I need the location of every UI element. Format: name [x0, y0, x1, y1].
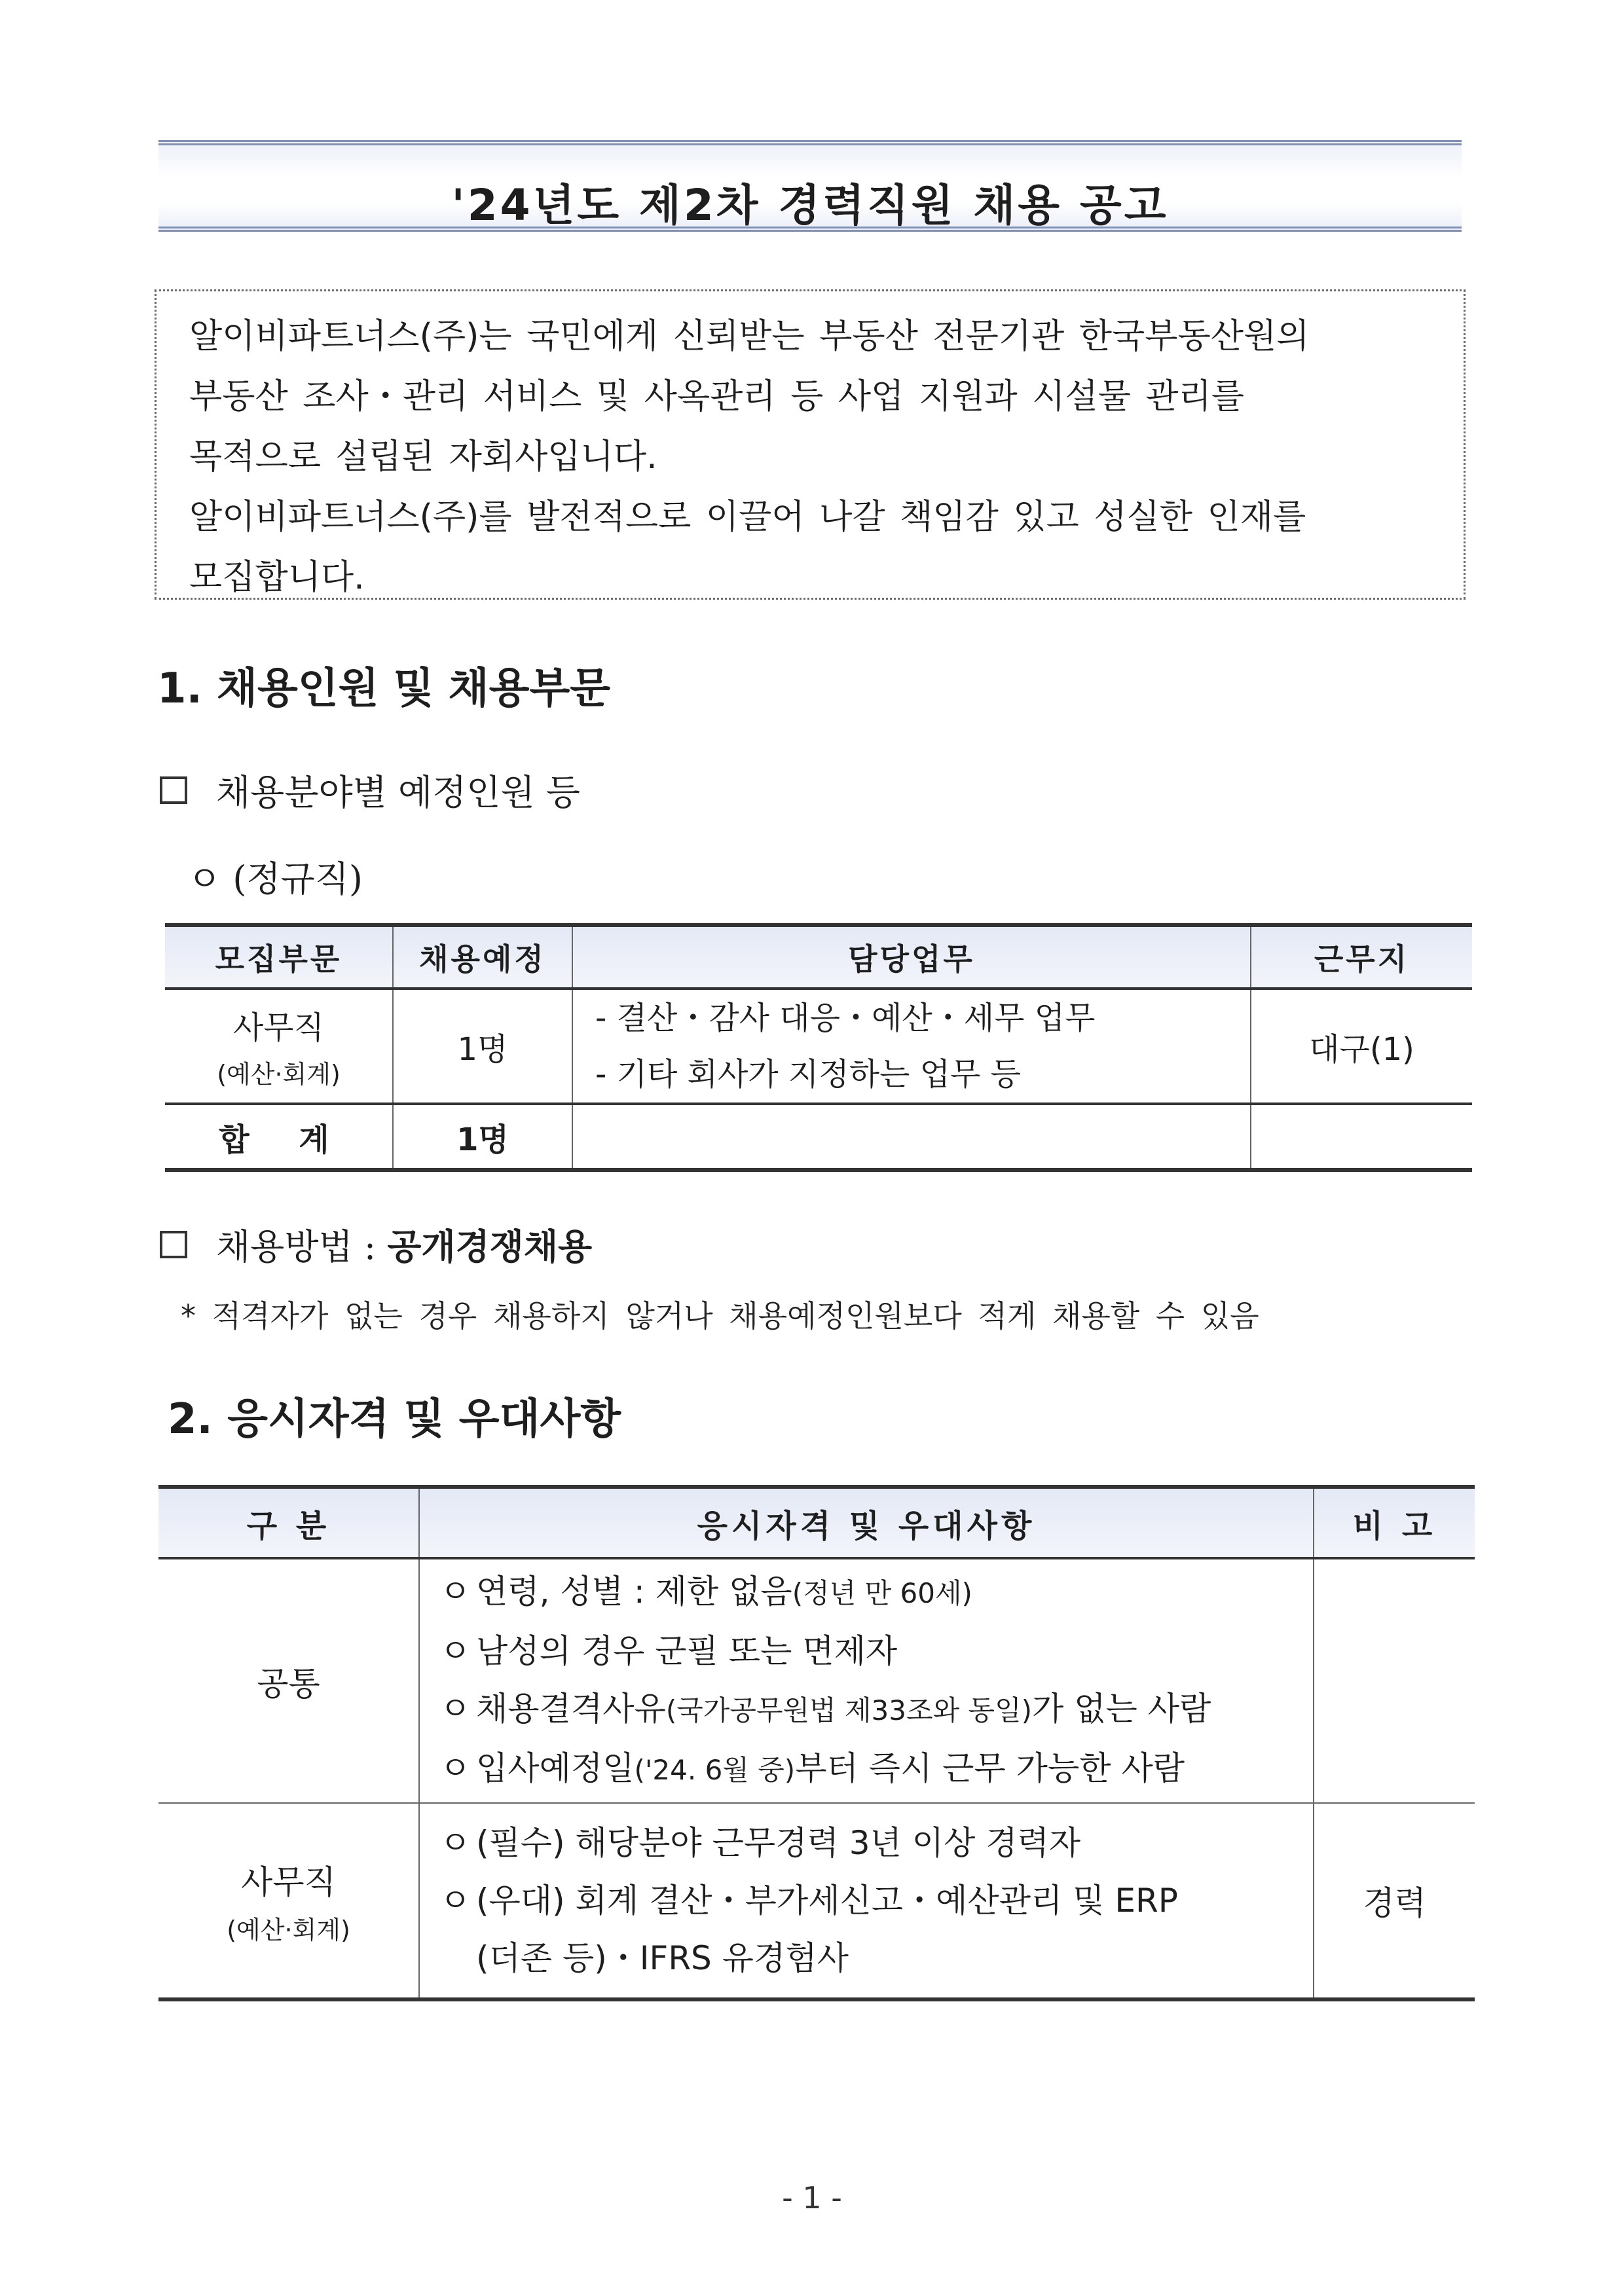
qualifications-cell — [419, 1803, 1314, 1999]
intro-line: 모집합니다. — [189, 558, 365, 597]
intro-box — [155, 289, 1466, 600]
qualification-item — [439, 1872, 1313, 1929]
qualification-table — [158, 1485, 1475, 2001]
count-cell: 1명 — [393, 989, 572, 1104]
qualification-item — [439, 1622, 1313, 1680]
category-cell: 공통 — [158, 1558, 419, 1803]
header-cell: 모집부문 — [165, 925, 393, 989]
category-sub: (예산·회계) — [227, 1915, 350, 1944]
qualification-text: (우대) 회계 결산・부가세신고・예산관리 및 ERP — [476, 1882, 1178, 1920]
bullet-icon: ㅇ — [439, 1690, 471, 1728]
section1-subheading: 채용분야별 예정인원 등 — [216, 772, 580, 813]
header-cell: 근무지 — [1251, 925, 1472, 989]
header-cell: 채용예정 — [393, 925, 572, 989]
checkbox-icon — [160, 1231, 187, 1258]
header-cell: 담당업무 — [572, 925, 1251, 989]
intro-line: 부동산 조사・관리 서비스 및 사옥관리 등 사업 지원과 시설물 관리를 — [189, 377, 1245, 416]
table-row — [165, 989, 1472, 1104]
header-cell: 구 분 — [158, 1487, 419, 1558]
qualification-tail: 가 없는 사람 — [1032, 1690, 1211, 1728]
table-header-row — [158, 1487, 1475, 1558]
table-row — [158, 1558, 1475, 1803]
qualification-item — [439, 1740, 1313, 1799]
title-banner — [158, 140, 1462, 232]
bullet-icon: ㅇ — [439, 1749, 471, 1787]
table-row — [158, 1803, 1475, 1999]
category-cell — [158, 1803, 419, 1999]
category-name: 사무직 — [241, 1863, 336, 1901]
duty-item: - 기타 회사가 지정하는 업무 등 — [595, 1056, 1022, 1093]
location-cell: 대구(1) — [1251, 989, 1472, 1104]
qualification-item — [439, 1680, 1313, 1740]
duty-item: - 결산・감사 대응・예산・세무 업무 — [595, 1000, 1096, 1036]
qualification-text: (필수) 해당분야 근무경력 3년 이상 경력자 — [476, 1824, 1081, 1862]
recruit-method-value: 공개경쟁채용 — [387, 1226, 593, 1267]
checkbox-icon — [160, 776, 187, 804]
bullet-icon: ㅇ — [439, 1573, 471, 1611]
employment-type-label: ㅇ (정규직) — [187, 858, 363, 900]
intro-line: 목적으로 설립된 자회사입니다. — [189, 437, 657, 477]
qualification-tail: 부터 즉시 근무 가능한 사람 — [795, 1749, 1185, 1787]
note-cell: 경력 — [1314, 1803, 1475, 1999]
qualification-subtext: (정년 만 60세) — [792, 1577, 972, 1609]
intro-line: 알이비파트너스(주)를 발전적으로 이끌어 나갈 책임감 있고 성실한 인재를 — [189, 498, 1306, 537]
bullet-icon: ㅇ — [439, 1632, 471, 1670]
qualification-item — [439, 1814, 1313, 1872]
qualification-text: 연령, 성별 : 제한 없음 — [476, 1573, 792, 1611]
intro-line: 알이비파트너스(주)는 국민에게 신뢰받는 부동산 전문기관 한국부동산원의 — [189, 317, 1310, 356]
dept-sub: (예산·회계) — [217, 1060, 341, 1089]
qualification-text: 채용결격사유 — [476, 1690, 666, 1728]
bullet-icon: ㅇ — [439, 1882, 471, 1920]
page-number: - 1 - — [782, 2180, 842, 2215]
section2-heading: 2. 응시자격 및 우대사항 — [168, 1395, 621, 1444]
section1-heading: 1. 채용인원 및 채용부문 — [157, 665, 611, 713]
qualifications-cell — [419, 1558, 1314, 1803]
total-count: 1명 — [393, 1104, 572, 1170]
dept-cell — [165, 989, 393, 1104]
header-cell: 비 고 — [1314, 1487, 1475, 1558]
recruit-method-label: 채용방법 : — [216, 1226, 377, 1267]
recruit-method-line — [216, 1219, 592, 1269]
qualification-subtext: ('24. 6월 중) — [634, 1754, 796, 1786]
qualification-text: (더존 등)・IFRS 유경험사 — [476, 1939, 849, 1977]
bullet-icon: ㅇ — [439, 1824, 471, 1862]
total-label: 합 계 — [165, 1104, 393, 1170]
duties-cell — [572, 989, 1251, 1104]
table-header-row — [165, 925, 1472, 989]
dept-name: 사무직 — [232, 1010, 325, 1046]
note-cell — [1314, 1558, 1475, 1803]
table-total-row — [165, 1104, 1472, 1170]
recruitment-table — [165, 923, 1472, 1172]
qualification-text: 입사예정일 — [476, 1749, 635, 1787]
empty-cell — [1251, 1104, 1472, 1170]
qualification-text: 남성의 경우 군필 또는 면제자 — [476, 1632, 898, 1670]
qualification-subtext: (국가공무원법 제33조와 동일) — [665, 1694, 1033, 1726]
qualification-item — [439, 1563, 1313, 1622]
page-title: '24년도 제2차 경력직원 채용 공고 — [451, 180, 1169, 230]
recruit-note: * 적격자가 없는 경우 채용하지 않거나 채용예정인원보다 적게 채용할 수 있음 — [181, 1298, 1259, 1334]
qualification-continuation — [439, 1929, 1313, 1987]
header-cell: 응시자격 및 우대사항 — [419, 1487, 1314, 1558]
empty-cell — [572, 1104, 1251, 1170]
